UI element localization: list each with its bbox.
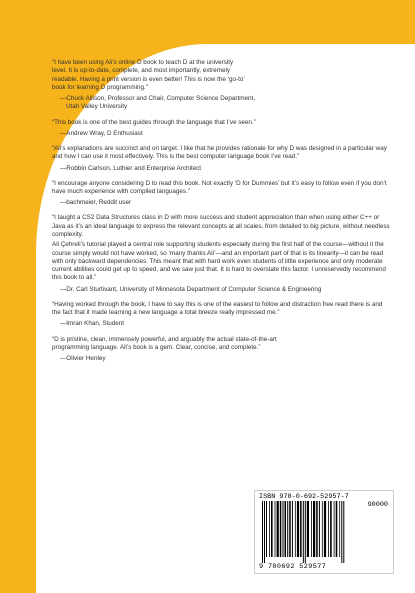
quote-text: “Ali’s explanations are succinct and on target. I like that he provides rationale for why D was designed in a particular way and how I can use it most effectively. This is the best computer language book I’ve read.” <box>52 144 387 161</box>
price-code: 90000 <box>367 501 388 509</box>
endorsements <box>52 59 392 370</box>
barcode-bars <box>260 501 388 563</box>
quote-text: “Having worked through the book, I have to say this is one of the easiest to follow and distraction free read there is and the fact that it made learning a new language a total breeze really impressed me.” <box>52 300 383 317</box>
isbn-number: ISBN 978-0-692-52957-7 <box>259 493 349 501</box>
quote-5 <box>52 214 392 294</box>
quote-attribution: —Chuck Allison, Professor and Chair, Computer Science Department, Utah Valley University <box>60 95 255 111</box>
corner-mark <box>402 572 415 593</box>
isbn-barcode <box>254 490 394 574</box>
quote-1 <box>52 59 392 112</box>
quote-text-continued: Ali Çehreli’s tutorial played a central role supporting students especially during the first half of the course—without it the course simply would not have worked, so ‘many thanks Ali’—and an important part of that is its linearity—it can be read with only backward dependencies. This meant that with hard work even students of little experience and only moderate current abilities could get up to speed, and we saw just that. It is hard to overstate this factor. I unreservedly recommend this book to all.” <box>52 241 386 282</box>
quote-attribution: —Imran Khan, Student <box>60 320 125 328</box>
quote-attribution: —bachmeier, Reddit user <box>60 199 132 207</box>
quote-attribution: —Andrew Wray, D Enthusiast <box>60 129 143 137</box>
quote-attribution: —Dr. Carl Sturtivant, University of Minnesota Department of Computer Science & Engineering <box>60 285 322 293</box>
quote-attribution: —Olivier Henley <box>60 355 106 363</box>
quote-2 <box>52 119 392 139</box>
quote-3 <box>52 145 392 173</box>
quote-text: “I have been using Ali’s online D book to teach D at the university level. It is up-to-date, complete, and most importantly, extremely readable. Having a print version is even better! This is now the ‘go-to’ book for learning D programming.” <box>52 59 245 91</box>
quote-text: “I encourage anyone considering D to read this book. Not exactly ‘D for Dummies’ but it’s easy to follow even if you don’t have much experience with compiled languages.” <box>52 179 387 195</box>
barcode-digits: 9 780692 529577 <box>259 563 327 571</box>
quote-text: “D is pristine, clean, immensely powerful, and arguably the actual state-of-the-art programming language. Ali’s book is a gem. Clear, concise, and complete.” <box>52 335 277 351</box>
quote-7 <box>52 336 392 364</box>
quote-6 <box>52 301 392 329</box>
quote-text: “I taught a CS2 Data Structures class in D with more success and student appreciation than when using either C++ or Java as it’s an ideal language to express the relevant concepts at all scales, from detailed to big picture, without needless complexity. <box>52 214 390 238</box>
quote-4 <box>52 180 392 208</box>
quote-attribution: —Robbin Carlson, Luthier and Enterprise Architect <box>60 164 202 172</box>
quote-text: “This book is one of the best guides through the language that I’ve seen.” <box>52 118 256 126</box>
